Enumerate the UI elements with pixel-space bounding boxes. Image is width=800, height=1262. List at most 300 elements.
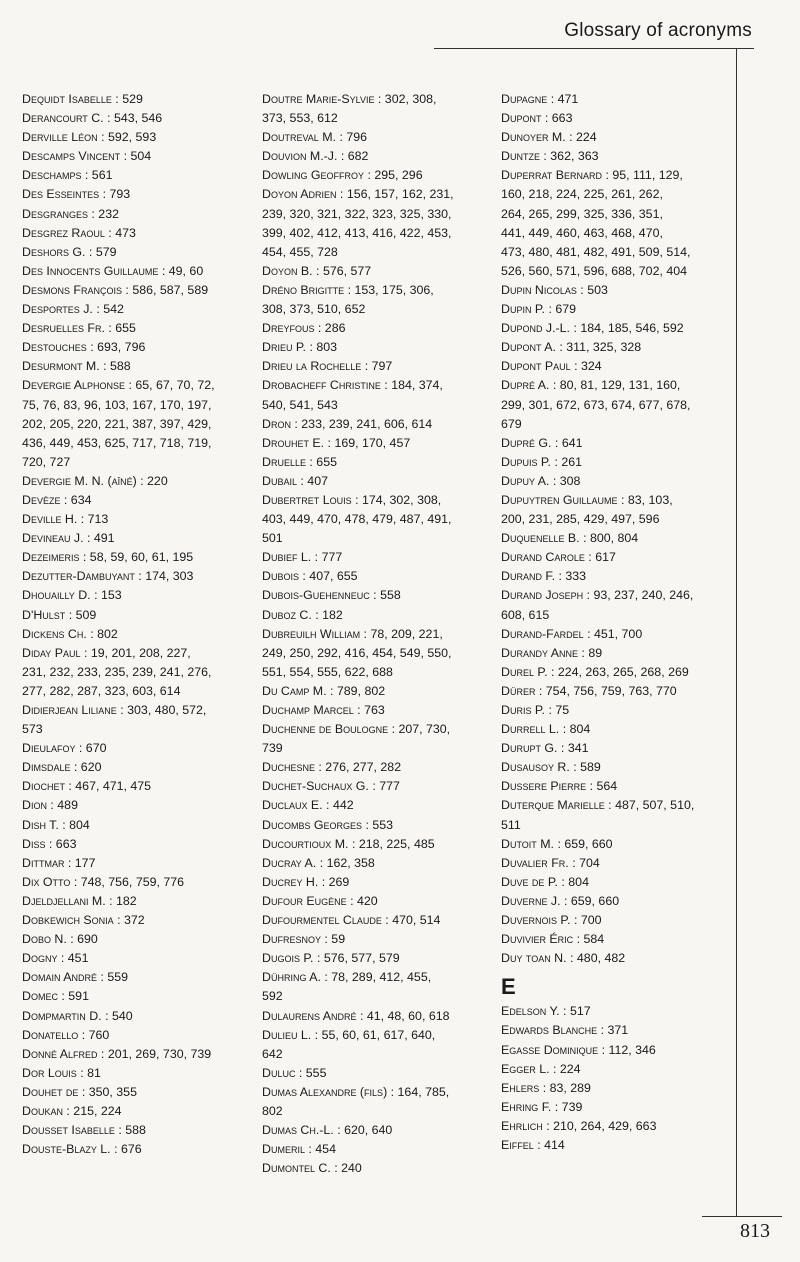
entry-name: Dupont <box>501 111 542 126</box>
entry-name: Dobo N. <box>22 932 67 947</box>
entry-name: Douhet de <box>22 1084 79 1099</box>
entry-pages-continued: 592 <box>262 989 283 1004</box>
index-entry: Dhouailly D. : 153 <box>22 588 122 603</box>
index-entry: Ducrey H. : 269 <box>262 874 350 889</box>
entry-pages: 261 <box>561 454 583 469</box>
entry-name: Dumontel C. <box>262 1161 331 1176</box>
index-entry: Dezeimeris : 58, 59, 60, 61, 195 <box>22 550 194 565</box>
entry-name: Dupuytren Guillaume <box>501 492 618 507</box>
entry-name: Dompmartin D. <box>22 1008 102 1023</box>
index-entry: Dickens Ch. : 802 <box>22 626 118 641</box>
index-entry: Des Esseintes : 793 <box>22 187 131 202</box>
index-entry: Des Innocents Guillaume : 49, 60 <box>22 263 204 278</box>
index-entry: Ehring F. : 739 <box>501 1099 583 1114</box>
index-entry: Dupré G. : 641 <box>501 435 583 450</box>
entry-name: Durand-Fardel <box>501 626 584 641</box>
entry-name: D'Hulst <box>22 607 66 622</box>
entry-name: Dréno Brigitte <box>262 282 345 297</box>
entry-pages: 201, 269, 730, 739 <box>107 1046 212 1061</box>
entry-pages: 341 <box>567 741 589 756</box>
entry-name: Dubreuilh William <box>262 626 361 641</box>
entry-pages: 169, 170, 457 <box>334 435 411 450</box>
index-entry: Egger L. : 224 <box>501 1061 581 1076</box>
entry-name: Ducourtioux M. <box>262 836 349 851</box>
index-entry: Dupin Nicolas : 503 <box>501 282 608 297</box>
entry-pages-continued: 231, 232, 233, 235, 239, 241, 276, <box>22 664 212 679</box>
entry-name: Dogny <box>22 951 58 966</box>
entry-name: Dürer <box>501 683 536 698</box>
entry-name: Destouches <box>22 340 87 355</box>
entry-pages: 308 <box>559 473 581 488</box>
entry-name: Dühring A. <box>262 970 321 985</box>
entry-name: Dunoyer M. <box>501 130 566 145</box>
entry-name: Desportes J. <box>22 302 93 317</box>
entry-name: Ehrlich <box>501 1118 543 1133</box>
entry-pages: 276, 277, 282 <box>325 760 402 775</box>
entry-pages-continued: 473, 480, 481, 482, 491, 509, 514, <box>501 244 691 259</box>
entry-name: Dufourmentel Claude <box>262 913 382 928</box>
entry-name: Diss <box>22 836 46 851</box>
entry-name: Derville Léon <box>22 130 98 145</box>
entry-pages-continued: 299, 301, 672, 673, 674, 677, 678, <box>501 397 691 412</box>
entry-pages: 489 <box>57 798 78 813</box>
entry-pages: 540 <box>111 1008 133 1023</box>
entry-pages: 470, 514 <box>392 913 441 928</box>
entry-name: Diochet <box>22 779 65 794</box>
index-entry: Dubreuilh William : 78, 209, 221, <box>262 626 443 641</box>
entry-name: Diday Paul <box>22 645 81 660</box>
entry-name: Desmons François <box>22 282 122 297</box>
index-entry: Dulaurens André : 41, 48, 60, 618 <box>262 1008 450 1023</box>
entry-name: Desruelles Fr. <box>22 321 105 336</box>
entry-name: Doyon Adrien <box>262 187 337 202</box>
entry-name: Durandy Anne <box>501 645 578 660</box>
entry-name: Dulaurens André <box>262 1008 357 1023</box>
entry-pages: 584 <box>583 932 605 947</box>
entry-pages-continued: 454, 455, 728 <box>262 244 338 259</box>
entry-name: Ducrey H. <box>262 874 319 889</box>
entry-name: Durrell L. <box>501 722 560 737</box>
index-entry: Diss : 663 <box>22 836 77 851</box>
entry-name: Drieu P. <box>262 340 307 355</box>
entry-name: Dickens Ch. <box>22 626 87 641</box>
index-entry: Duchesne : 276, 277, 282 <box>262 760 402 775</box>
entry-pages: 371 <box>607 1023 629 1038</box>
index-entry: Ducourtioux M. : 218, 225, 485 <box>262 836 435 851</box>
entry-pages: 690 <box>77 932 98 947</box>
section-letter: E <box>501 974 516 1000</box>
entry-pages: 55, 60, 61, 617, 640, <box>321 1027 436 1042</box>
index-entry: Dulieu L. : 55, 60, 61, 617, 640, <box>262 1027 436 1042</box>
entry-pages: 75 <box>555 703 570 717</box>
entry-pages: 641 <box>561 435 583 450</box>
entry-pages-continued: 202, 205, 220, 221, 387, 397, 429, <box>22 416 212 431</box>
entry-pages: 682 <box>347 149 369 164</box>
entry-pages-continued: 308, 373, 510, 652 <box>262 302 366 317</box>
index-entry: Drobacheff Christine : 184, 374, <box>262 378 443 393</box>
entry-pages: 174, 302, 308, <box>361 492 442 507</box>
index-entry: Devèze : 634 <box>22 492 92 507</box>
entry-name: Dupont A. <box>501 340 556 355</box>
entry-pages-continued: 526, 560, 571, 596, 688, 702, 404 <box>501 263 688 278</box>
entry-name: Dupré A. <box>501 378 550 393</box>
entry-name: Duy toan N. <box>501 951 567 966</box>
index-entry: Duquenelle B. : 800, 804 <box>501 531 639 546</box>
index-entry: Desportes J. : 542 <box>22 302 124 317</box>
entry-pages-continued: 501 <box>262 531 283 546</box>
entry-pages: 617 <box>595 550 616 565</box>
entry-pages: 529 <box>122 92 143 106</box>
entry-name: Dupré G. <box>501 435 552 450</box>
index-entry: Desgranges : 232 <box>22 206 119 221</box>
entry-pages: 659, 660 <box>564 836 613 851</box>
entry-name: Duverne J. <box>501 893 561 908</box>
entry-name: Duperrat Bernard <box>501 168 602 183</box>
entry-pages: 634 <box>70 492 92 507</box>
index-entry: Doyon B. : 576, 577 <box>262 263 372 278</box>
entry-pages: 153, 175, 306, <box>354 282 434 297</box>
entry-pages: 65, 67, 70, 72, <box>135 378 215 393</box>
entry-pages-continued: 264, 265, 299, 325, 336, 351, <box>501 206 663 221</box>
index-entry: Desmons François : 586, 587, 589 <box>22 282 209 297</box>
index-entry: Dupont A. : 311, 325, 328 <box>501 340 642 355</box>
entry-pages: 789, 802 <box>336 683 386 698</box>
index-entry: Duperrat Bernard : 95, 111, 129, <box>501 168 683 183</box>
entry-pages: 286 <box>324 321 346 336</box>
entry-pages: 407 <box>307 473 328 488</box>
index-entry: Dor Louis : 81 <box>22 1065 101 1080</box>
entry-name: Doukan <box>22 1103 63 1118</box>
index-entry: Drouhet E. : 169, 170, 457 <box>262 435 411 450</box>
entry-pages: 414 <box>544 1137 565 1152</box>
entry-pages: 156, 157, 162, 231, <box>346 187 454 202</box>
entry-pages: 503 <box>587 282 608 297</box>
entry-name: Deshors G. <box>22 244 86 259</box>
index-entry: Durand Joseph : 93, 237, 240, 246, <box>501 588 694 603</box>
index-entry: Devergie Alphonse : 65, 67, 70, 72, <box>22 378 215 393</box>
entry-pages: 553 <box>372 817 394 832</box>
index-entry: Durand-Fardel : 451, 700 <box>501 626 643 641</box>
entry-pages: 713 <box>87 512 109 527</box>
entry-name: Didierjean Liliane <box>22 703 117 717</box>
entry-name: Dish T. <box>22 817 59 832</box>
entry-name: Dion <box>22 798 47 813</box>
entry-name: Devineau J. <box>22 531 84 546</box>
entry-name: Devergie M. N. (aîné) <box>22 473 137 488</box>
index-entry: Dumeril : 454 <box>262 1142 336 1157</box>
index-entry: Dusausoy R. : 589 <box>501 760 601 775</box>
index-entry: Doukan : 215, 224 <box>22 1103 122 1118</box>
entry-pages: 542 <box>103 302 124 317</box>
index-entry: Duvalier Fr. : 704 <box>501 855 600 870</box>
entry-name: Dufour Eugène <box>262 893 347 908</box>
index-entry: Dubertret Louis : 174, 302, 308, <box>262 492 442 507</box>
index-entry: Deschamps : 561 <box>22 168 113 183</box>
entry-pages: 655 <box>316 454 337 469</box>
entry-name: Duvivier Éric <box>501 932 574 947</box>
entry-name: Duvalier Fr. <box>501 855 569 870</box>
entry-pages: 182 <box>322 607 343 622</box>
index-entry: Dupagne : 471 <box>501 92 579 106</box>
entry-pages-continued: 436, 449, 453, 625, 717, 718, 719, <box>22 435 212 450</box>
entry-name: Drobacheff Christine <box>262 378 381 393</box>
index-entry: Derancourt C. : 543, 546 <box>22 111 163 126</box>
index-entry: Duluc : 555 <box>262 1065 327 1080</box>
footer-rule <box>702 1216 782 1217</box>
entry-pages: 543, 546 <box>113 111 163 126</box>
index-entry: Dühring A. : 78, 289, 412, 455, <box>262 970 432 985</box>
entry-pages: 804 <box>568 874 589 889</box>
index-entry: Duclaux E. : 442 <box>262 798 354 813</box>
index-entry: Dimsdale : 620 <box>22 760 102 775</box>
entry-pages: 802 <box>97 626 118 641</box>
entry-pages: 659, 660 <box>570 893 620 908</box>
entry-name: Egger L. <box>501 1061 550 1076</box>
entry-pages: 663 <box>55 836 77 851</box>
entry-pages: 591 <box>68 989 89 1004</box>
index-entry: Dobo N. : 690 <box>22 932 98 947</box>
index-entry: Desgrez Raoul : 473 <box>22 225 136 240</box>
entry-pages-continued: 160, 218, 224, 225, 261, 262, <box>501 187 663 202</box>
index-entry: Douste-Blazy L. : 676 <box>22 1142 142 1157</box>
index-entry: Dufour Eugène : 420 <box>262 893 378 908</box>
index-entry: Duchenne de Boulogne : 207, 730, <box>262 722 451 737</box>
index-entry: Didierjean Liliane : 303, 480, 572, <box>22 703 207 717</box>
index-entry: Dutoit M. : 659, 660 <box>501 836 613 851</box>
entry-pages: 233, 239, 241, 606, 614 <box>301 416 433 431</box>
entry-name: Dutoit M. <box>501 836 554 851</box>
entry-pages: 89 <box>588 645 603 660</box>
entry-name: Drouhet E. <box>262 435 325 450</box>
index-entry: Dunoyer M. : 224 <box>501 130 597 145</box>
entry-pages: 220 <box>147 473 168 488</box>
entry-pages: 41, 48, 60, 618 <box>366 1008 450 1023</box>
index-entry: Dupont Paul : 324 <box>501 359 602 374</box>
index-entry: Devergie M. N. (aîné) : 220 <box>22 473 168 488</box>
index-entry: Dubois-Guehenneuc : 558 <box>262 588 401 603</box>
entry-pages: 81 <box>87 1065 101 1080</box>
entry-pages-continued: 249, 250, 292, 416, 454, 549, 550, <box>262 645 452 660</box>
entry-pages: 558 <box>380 588 401 603</box>
entry-pages: 655 <box>115 321 136 336</box>
entry-name: Druelle <box>262 454 306 469</box>
entry-name: Dreyfous <box>262 321 315 336</box>
index-column-1 <box>22 90 254 1159</box>
entry-name: Dugois P. <box>262 951 314 966</box>
entry-name: Dobkewich Sonia <box>22 913 114 928</box>
index-entry: Douvion M.-J. : 682 <box>262 149 369 164</box>
entry-pages: 491 <box>93 531 115 546</box>
entry-name: Dumas Alexandre (fils) <box>262 1084 388 1099</box>
index-entry: Ducray A. : 162, 358 <box>262 855 375 870</box>
entry-pages: 586, 587, 589 <box>132 282 209 297</box>
index-entry: Dieulafoy : 670 <box>22 741 107 756</box>
entry-name: Desurmont M. <box>22 359 100 374</box>
entry-pages: 804 <box>569 722 591 737</box>
index-entry: Desruelles Fr. : 655 <box>22 321 136 336</box>
entry-name: Dix Otto <box>22 874 71 889</box>
index-entry: Dubail : 407 <box>262 473 328 488</box>
index-entry: Domec : 591 <box>22 989 89 1004</box>
entry-name: Duntze <box>501 149 540 164</box>
entry-pages: 620 <box>80 760 102 775</box>
index-entry: Duy toan N. : 480, 482 <box>501 951 626 966</box>
index-entry: Dix Otto : 748, 756, 759, 776 <box>22 874 185 889</box>
entry-pages: 471 <box>557 92 579 106</box>
entry-name: Dezutter-Dambuyant <box>22 569 135 584</box>
index-entry: Drieu P. : 803 <box>262 340 338 355</box>
index-entry: Durrell L. : 804 <box>501 722 591 737</box>
entry-pages: 80, 81, 129, 131, 160, <box>559 378 681 393</box>
entry-name: Ehring F. <box>501 1099 552 1114</box>
entry-pages: 442 <box>332 798 354 813</box>
index-entry: Edwards Blanche : 371 <box>501 1023 629 1038</box>
index-entry: Duverne J. : 659, 660 <box>501 893 620 908</box>
entry-pages: 324 <box>581 359 602 374</box>
entry-pages: 311, 325, 328 <box>566 340 642 355</box>
index-entry: Dion : 489 <box>22 798 78 813</box>
index-column-3 <box>501 90 733 1155</box>
entry-name: Desgranges <box>22 206 88 221</box>
entry-pages: 804 <box>69 817 90 832</box>
index-entry: Diday Paul : 19, 201, 208, 227, <box>22 645 191 660</box>
index-entry: Dumontel C. : 240 <box>262 1161 362 1176</box>
index-entry: Dubief L. : 777 <box>262 550 343 565</box>
entry-name: Dieulafoy <box>22 741 76 756</box>
entry-pages-continued: 277, 282, 287, 323, 603, 614 <box>22 683 181 698</box>
index-entry: Dréno Brigitte : 153, 175, 306, <box>262 282 434 297</box>
entry-pages: 78, 289, 412, 455, <box>331 970 432 985</box>
index-entry: Descamps Vincent : 504 <box>22 149 152 164</box>
index-entry: Dupin P. : 679 <box>501 302 577 317</box>
index-entry: Du Camp M. : 789, 802 <box>262 683 386 698</box>
entry-pages: 579 <box>95 244 117 259</box>
entry-pages: 49, 60 <box>168 263 204 278</box>
entry-name: Duris P. <box>501 703 546 717</box>
entry-pages: 407, 655 <box>309 569 358 584</box>
index-entry: Eiffel : 414 <box>501 1137 565 1152</box>
entry-pages: 576, 577 <box>322 263 372 278</box>
entry-name: Des Innocents Guillaume <box>22 263 159 278</box>
index-entry: Druelle : 655 <box>262 454 337 469</box>
entry-pages: 420 <box>357 893 378 908</box>
entry-name: Donatello <box>22 1027 79 1042</box>
entry-pages: 487, 507, 510, <box>615 798 695 813</box>
entry-pages: 620, 640 <box>344 1123 393 1138</box>
index-entry: Durupt G. : 341 <box>501 741 589 756</box>
index-entry: Duve de P. : 804 <box>501 874 589 889</box>
entry-name: Djeldjellani M. <box>22 893 106 908</box>
entry-name: Doutre Marie-Sylvie <box>262 92 375 106</box>
entry-pages-continued: 75, 76, 83, 96, 103, 167, 170, 197, <box>22 397 212 412</box>
entry-name: Eiffel <box>501 1137 534 1152</box>
entry-pages: 693, 796 <box>97 340 146 355</box>
entry-pages: 177 <box>74 855 96 870</box>
entry-pages: 303, 480, 572, <box>127 703 207 717</box>
entry-name: Domec <box>22 989 58 1004</box>
entry-pages: 576, 577, 579 <box>323 951 400 966</box>
entry-pages-continued: 373, 553, 612 <box>262 111 338 126</box>
index-entry: Duterque Marielle : 487, 507, 510, <box>501 798 695 813</box>
entry-pages-continued: 399, 402, 412, 413, 416, 422, 453, <box>262 225 452 240</box>
entry-name: Ehlers <box>501 1080 540 1095</box>
entry-name: Dubois-Guehenneuc <box>262 588 370 603</box>
entry-pages: 561 <box>91 168 113 183</box>
entry-name: Du Camp M. <box>262 683 327 698</box>
index-entry: Dupuytren Guillaume : 83, 103, <box>501 492 673 507</box>
index-entry: Deshors G. : 579 <box>22 244 117 259</box>
entry-pages: 372 <box>124 913 145 928</box>
entry-pages: 700 <box>580 913 602 928</box>
entry-name: Deville H. <box>22 512 78 527</box>
entry-pages: 302, 308, <box>384 92 437 106</box>
entry-pages: 564 <box>596 779 618 794</box>
entry-name: Durel P. <box>501 664 548 679</box>
entry-name: Edelson Y. <box>501 1004 560 1019</box>
entry-pages: 164, 785, <box>397 1084 450 1099</box>
entry-pages: 451 <box>67 951 89 966</box>
index-entry: Donatello : 760 <box>22 1027 110 1042</box>
entry-name: Dupin Nicolas <box>501 282 577 297</box>
entry-name: Edwards Blanche <box>501 1023 598 1038</box>
entry-pages-continued: 573 <box>22 722 43 737</box>
entry-pages: 559 <box>107 970 128 985</box>
entry-pages-continued: 200, 231, 285, 429, 497, 596 <box>501 512 660 527</box>
entry-name: Dubertret Louis <box>262 492 352 507</box>
index-entry: Dufresnoy : 59 <box>262 932 346 947</box>
entry-name: Ducombs Georges <box>262 817 363 832</box>
entry-name: Dumas Ch.-L. <box>262 1123 334 1138</box>
index-entry: Douhet de : 350, 355 <box>22 1084 137 1099</box>
index-entry: Dupuy A. : 308 <box>501 473 581 488</box>
entry-name: Dezeimeris <box>22 550 80 565</box>
entry-pages: 748, 756, 759, 776 <box>80 874 185 889</box>
entry-name: Durand Joseph <box>501 588 584 603</box>
entry-pages: 451, 700 <box>593 626 643 641</box>
entry-name: Dufresnoy <box>262 932 321 947</box>
entry-pages-continued: 551, 554, 555, 622, 688 <box>262 664 393 679</box>
entry-pages: 215, 224 <box>73 1103 122 1118</box>
entry-pages: 207, 730, <box>398 722 451 737</box>
index-entry: Dezutter-Dambuyant : 174, 303 <box>22 569 194 584</box>
entry-name: Duclaux E. <box>262 798 323 813</box>
entry-pages-continued: 802 <box>262 1103 283 1118</box>
entry-pages: 224, 263, 265, 268, 269 <box>557 664 689 679</box>
entry-pages: 803 <box>316 340 338 355</box>
entry-pages-continued: 739 <box>262 741 283 756</box>
index-entry: Ducombs Georges : 553 <box>262 817 394 832</box>
index-entry: Duris P. : 75 <box>501 703 570 717</box>
entry-pages: 763 <box>364 703 385 717</box>
index-entry: Dron : 233, 239, 241, 606, 614 <box>262 416 433 431</box>
entry-pages: 232 <box>98 206 119 221</box>
entry-pages-continued: 608, 615 <box>501 607 550 622</box>
entry-name: Dequidt Isabelle <box>22 92 112 106</box>
entry-name: Dupin P. <box>501 302 546 317</box>
entry-pages: 588 <box>109 359 131 374</box>
entry-name: Drieu la Rochelle <box>262 359 362 374</box>
entry-name: Dittmar <box>22 855 65 870</box>
entry-pages: 19, 201, 208, 227, <box>90 645 191 660</box>
index-entry: Dreyfous : 286 <box>262 321 346 336</box>
index-entry: Duchet-Suchaux G. : 777 <box>262 779 400 794</box>
index-entry: Dupont : 663 <box>501 111 573 126</box>
index-entry: Dobkewich Sonia : 372 <box>22 913 145 928</box>
index-entry: Dupuis P. : 261 <box>501 454 583 469</box>
entry-name: Durupt G. <box>501 741 558 756</box>
entry-name: Duluc <box>262 1065 296 1080</box>
index-entry: Derville Léon : 592, 593 <box>22 130 157 145</box>
